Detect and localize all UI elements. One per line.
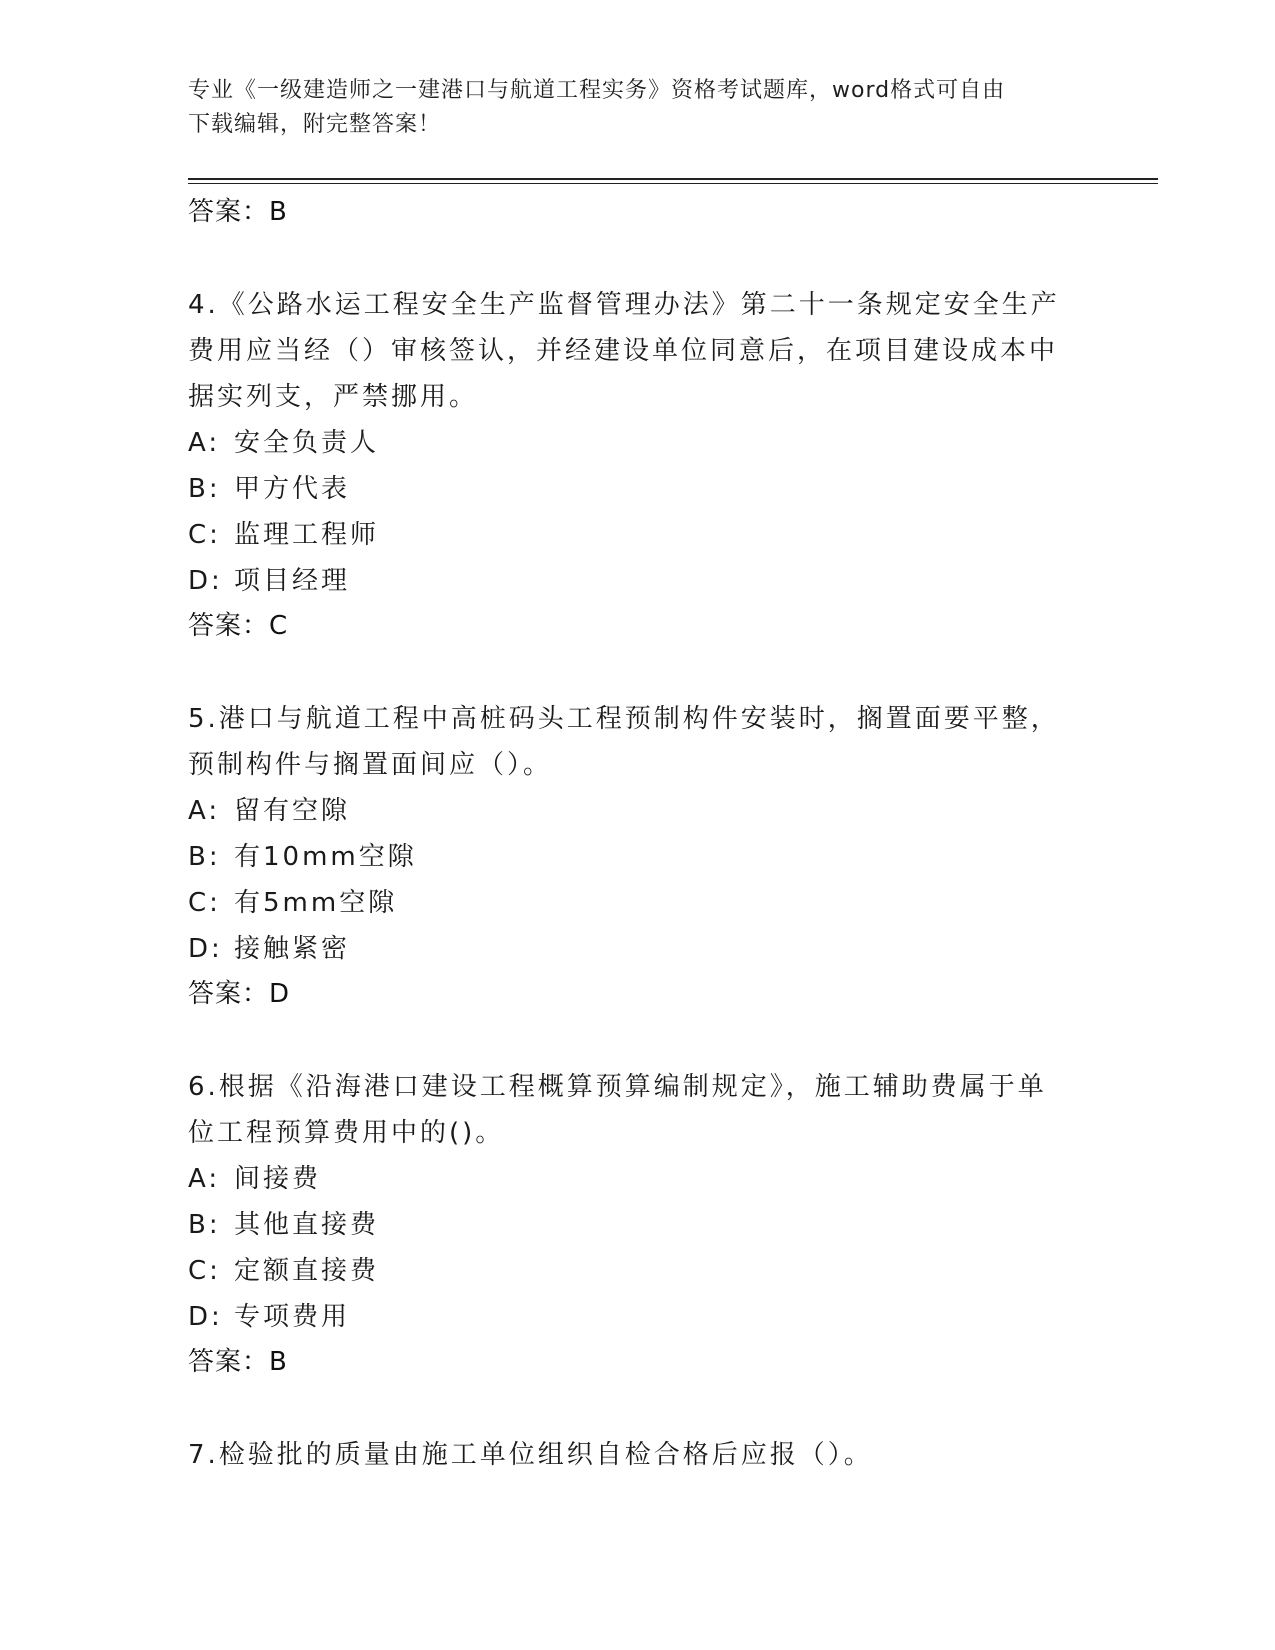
header-divider-thick: [188, 178, 1158, 180]
question-text: [188, 696, 1068, 788]
question-line: 据实列支，严禁挪用。: [188, 382, 479, 412]
option-text: 监理工程师: [234, 520, 380, 550]
option-d: [188, 558, 1068, 604]
option-letter: B:: [188, 842, 221, 872]
option-text: 专项费用: [234, 1302, 351, 1332]
answer-label: 答案：B: [188, 197, 288, 227]
option-letter: D:: [188, 1302, 223, 1332]
option-letter: A:: [188, 428, 221, 458]
question-line: 5.港口与航道工程中高桩码头工程预制构件安装时，搁置面要平整，: [188, 704, 1060, 734]
option-text: 有10mm空隙: [234, 842, 417, 872]
answer-label: 答案：D: [188, 979, 291, 1009]
option-d: [188, 1294, 1068, 1340]
option-text: 留有空隙: [234, 796, 351, 826]
spacer: [188, 1384, 1068, 1432]
option-text: 项目经理: [234, 566, 351, 596]
answer-label: 答案：C: [188, 611, 289, 641]
page-header: [188, 74, 1068, 142]
option-letter: C:: [188, 888, 221, 918]
question-block: [188, 282, 1068, 648]
option-text: 接触紧密: [234, 934, 351, 964]
option-c: [188, 512, 1068, 558]
spacer: [188, 234, 1068, 282]
question-line: 位工程预算费用中的()。: [188, 1118, 505, 1148]
question-line: 4.《公路水运工程安全生产监督管理办法》第二十一条规定安全生产: [188, 290, 1060, 320]
spacer: [188, 1016, 1068, 1064]
option-text: 定额直接费: [234, 1256, 380, 1286]
option-b: [188, 1202, 1068, 1248]
header-divider-thin: [188, 183, 1158, 184]
option-letter: A:: [188, 796, 221, 826]
question-text: [188, 282, 1068, 420]
question-block: [188, 1432, 1068, 1478]
header-line-1: 专业《一级建造师之一建港口与航道工程实务》资格考试题库，word格式可自由: [188, 78, 1006, 103]
option-letter: D:: [188, 566, 223, 596]
header-line-2: 下载编辑，附完整答案！: [188, 112, 442, 137]
question-text: [188, 1064, 1068, 1156]
option-text: 安全负责人: [234, 428, 380, 458]
option-text: 其他直接费: [234, 1210, 380, 1240]
option-letter: B:: [188, 1210, 221, 1240]
option-a: [188, 1156, 1068, 1202]
question-block: [188, 1064, 1068, 1384]
question-line: 7.检验批的质量由施工单位组织自检合格后应报（）。: [188, 1440, 873, 1470]
option-b: [188, 466, 1068, 512]
question-line: 费用应当经（）审核签认，并经建设单位同意后，在项目建设成本中: [188, 336, 1059, 366]
question-line: 6.根据《沿海港口建设工程概算预算编制规定》，施工辅助费属于单: [188, 1072, 1047, 1102]
option-d: [188, 926, 1068, 972]
option-text: 有5mm空隙: [234, 888, 398, 918]
option-letter: A:: [188, 1164, 221, 1194]
option-b: [188, 834, 1068, 880]
option-letter: D:: [188, 934, 223, 964]
question-block: [188, 696, 1068, 1016]
question-list: [188, 190, 1068, 1478]
option-a: [188, 420, 1068, 466]
option-letter: C:: [188, 520, 221, 550]
option-text: 间接费: [234, 1164, 322, 1194]
option-c: [188, 1248, 1068, 1294]
option-letter: B:: [188, 474, 221, 504]
answer-label: 答案：B: [188, 1347, 288, 1377]
question-text: [188, 1432, 1068, 1478]
option-c: [188, 880, 1068, 926]
spacer: [188, 648, 1068, 696]
option-text: 甲方代表: [234, 474, 351, 504]
option-letter: C:: [188, 1256, 221, 1286]
question-line: 预制构件与搁置面间应（）。: [188, 750, 553, 780]
option-a: [188, 788, 1068, 834]
